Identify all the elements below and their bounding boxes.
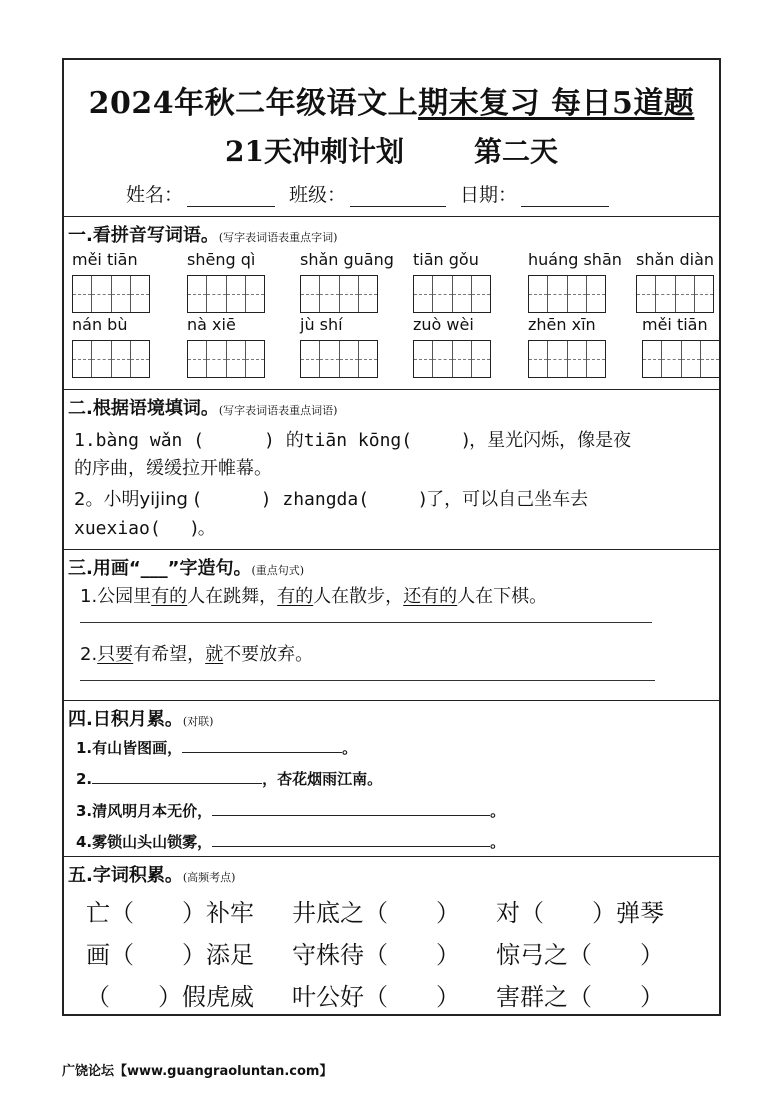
couplet-4: 4.雾锁山头山锁雾， 。: [76, 833, 506, 851]
section-sentence-making: [64, 550, 719, 701]
pinyin-item: měi tiān: [72, 250, 152, 272]
writing-grid[interactable]: [187, 340, 265, 378]
idiom-item: 画（ ）添足: [86, 941, 254, 969]
worksheet-subtitle: 21天冲刺计划 第二天: [225, 135, 558, 168]
pinyin-item: nà xiē: [187, 315, 267, 337]
pinyin-item: nán bù: [72, 315, 152, 337]
writing-grid[interactable]: [636, 275, 714, 313]
class-label: 班级：: [289, 184, 347, 206]
writing-grid[interactable]: [528, 275, 606, 313]
pinyin-item: huáng shān: [528, 250, 608, 272]
pinyin-item: jù shí: [300, 315, 380, 337]
writing-grid[interactable]: [528, 340, 606, 378]
writing-grid[interactable]: [187, 275, 265, 313]
section-title: 四.日积月累。(对联): [68, 709, 214, 730]
pinyin-item: tiān gǒu: [413, 250, 493, 272]
idiom-item: 亡（ ）补牢: [86, 899, 254, 927]
couplet-2: 2. ，杏花烟雨江南。: [76, 770, 383, 788]
idiom-item: （ ）假虎威: [86, 983, 254, 1011]
pinyin-item: shēng qì: [187, 250, 267, 272]
answer-line[interactable]: [80, 680, 655, 681]
worksheet: [62, 58, 721, 1016]
pinyin-item: shǎn diàn: [636, 250, 716, 272]
footer-source: 广饶论坛【www.guangraoluntan.com】: [62, 1064, 333, 1079]
section-context-fill: [64, 390, 719, 550]
section-title: 三.用画“___”字造句。(重点句式): [68, 558, 305, 579]
student-info-row: [126, 180, 623, 207]
section-title: 五.字词积累。(高频考点): [68, 865, 236, 886]
writing-grid[interactable]: [72, 275, 150, 313]
date-blank[interactable]: [521, 186, 609, 207]
idiom-item: 守株待（ ）: [292, 941, 460, 969]
sentence-example-2: 2.只要有希望，就不要放弃。: [80, 644, 314, 665]
writing-grid[interactable]: [642, 340, 720, 378]
writing-grid[interactable]: [413, 275, 491, 313]
pinyin-item: zhēn xīn: [528, 315, 608, 337]
section-idioms: [64, 857, 719, 1015]
idiom-item: 害群之（ ）: [496, 983, 664, 1011]
section-pinyin: [64, 217, 719, 390]
answer-line[interactable]: [80, 622, 652, 623]
couplet-3: 3.清风明月本无价， 。: [76, 802, 506, 820]
fill-line-2: 的序曲，缓缓拉开帷幕。: [74, 458, 272, 479]
class-blank[interactable]: [350, 186, 446, 207]
date-label: 日期：: [460, 184, 518, 206]
name-blank[interactable]: [187, 186, 275, 207]
pinyin-row-2: [64, 315, 723, 379]
writing-grid[interactable]: [72, 340, 150, 378]
pinyin-row-1: [64, 250, 723, 314]
writing-grid[interactable]: [300, 340, 378, 378]
section-title: 一.看拼音写词语。(写字表词语表重点字词): [68, 225, 338, 246]
worksheet-header: [64, 60, 719, 217]
name-label: 姓名：: [126, 184, 184, 206]
writing-grid[interactable]: [300, 275, 378, 313]
idiom-item: 叶公好（ ）: [292, 983, 460, 1011]
couplet-1: 1.有山皆图画， 。: [76, 739, 358, 757]
section-title: 二.根据语境填词。(写字表词语表重点词语): [68, 398, 338, 419]
idiom-item: 对（ ）弹琴: [496, 899, 664, 927]
pinyin-item: shǎn guāng: [300, 250, 380, 272]
idiom-item: 惊弓之（ ）: [496, 941, 664, 969]
worksheet-title: 2024年秋二年级语文上期末复习 每日5道题: [88, 86, 695, 121]
fill-line-4: xuexiao( )。: [74, 518, 216, 539]
fill-line-3: 2。小明yijing ( ) zhangda( )了，可以自己坐车去: [74, 489, 589, 510]
pinyin-item: měi tiān: [642, 315, 722, 337]
writing-grid[interactable]: [413, 340, 491, 378]
idiom-item: 井底之（ ）: [292, 899, 460, 927]
sentence-example-1: 1.公园里有的人在跳舞，有的人在散步，还有的人在下棋。: [80, 586, 548, 607]
pinyin-item: zuò wèi: [413, 315, 493, 337]
fill-line-1: 1.bàng wǎn ( ) 的tiān kōng( )，星光闪烁，像是夜: [74, 430, 632, 451]
section-couplets: [64, 701, 719, 857]
